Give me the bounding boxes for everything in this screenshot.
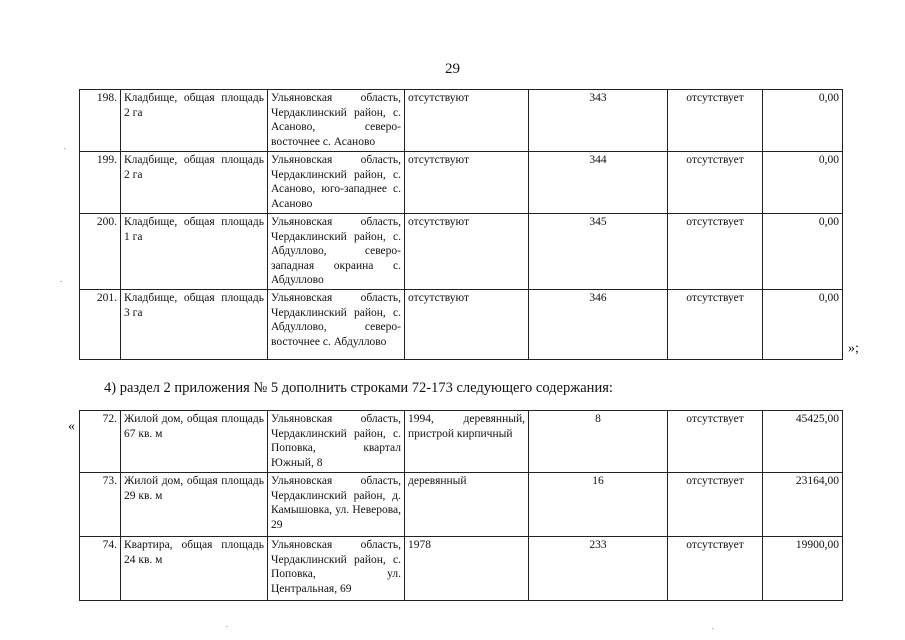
encumbrance: отсутствует [668, 152, 763, 214]
object-address: Ульяновская область, Чердаклинский район, с. Асаново, юго-западнее с. Асаново [268, 152, 405, 214]
property-table-bottom [79, 410, 843, 601]
scan-speck [64, 148, 66, 149]
registry-code: 233 [529, 537, 668, 601]
scan-speck [226, 626, 228, 627]
encumbrance: отсутствует [668, 537, 763, 601]
object-value: 23164,00 [763, 473, 843, 537]
object-name: Квартира, общая площадь 24 кв. м [121, 537, 268, 601]
object-details: отсутствуют [405, 152, 529, 214]
table-row [80, 537, 843, 601]
row-number: 200. [80, 214, 121, 290]
registry-code: 8 [529, 411, 668, 473]
encumbrance: отсутствует [668, 90, 763, 152]
registry-code: 343 [529, 90, 668, 152]
row-number: 73. [80, 473, 121, 537]
opening-quote-mark: « [68, 419, 75, 434]
closing-quote-mark: »; [848, 341, 859, 356]
encumbrance: отсутствует [668, 411, 763, 473]
registry-code: 16 [529, 473, 668, 537]
object-address: Ульяновская область, Чердаклинский район, д. Камышовка, ул. Неверова, 29 [268, 473, 405, 537]
object-address: Ульяновская область, Чердаклинский район, с. Асаново, северо-восточнее с. Асаново [268, 90, 405, 152]
object-name: Кладбище, общая площадь 1 га [121, 214, 268, 290]
object-details: 1978 [405, 537, 529, 601]
row-number: 198. [80, 90, 121, 152]
object-value: 0,00 [763, 290, 843, 360]
object-value: 45425,00 [763, 411, 843, 473]
object-value: 0,00 [763, 152, 843, 214]
object-value: 0,00 [763, 214, 843, 290]
registry-code: 344 [529, 152, 668, 214]
table-row [80, 290, 843, 360]
amendment-instruction: 4) раздел 2 приложения № 5 дополнить строками 72-173 следующего содержания: [104, 380, 613, 396]
encumbrance: отсутствует [668, 290, 763, 360]
object-name: Кладбище, общая площадь 2 га [121, 152, 268, 214]
object-details: отсутствуют [405, 90, 529, 152]
page-number: 29 [445, 61, 460, 77]
registry-code: 345 [529, 214, 668, 290]
row-number: 74. [80, 537, 121, 601]
table-row [80, 152, 843, 214]
object-address: Ульяновская область, Чердаклинский район, с. Поповка, ул. Центральная, 69 [268, 537, 405, 601]
table-row [80, 214, 843, 290]
object-name: Кладбище, общая площадь 3 га [121, 290, 268, 360]
row-number: 72. [80, 411, 121, 473]
table-row [80, 473, 843, 537]
object-name: Жилой дом, общая площадь 29 кв. м [121, 473, 268, 537]
table-row [80, 90, 843, 152]
object-value: 0,00 [763, 90, 843, 152]
object-details: деревянный [405, 473, 529, 537]
object-value: 19900,00 [763, 537, 843, 601]
scan-speck [712, 628, 714, 629]
object-name: Кладбище, общая площадь 2 га [121, 90, 268, 152]
row-number: 201. [80, 290, 121, 360]
encumbrance: отсутствует [668, 473, 763, 537]
object-address: Ульяновская область, Чердаклинский район, с. Абдуллово, северо-западная окраина с. Абдуллово [268, 214, 405, 290]
row-number: 199. [80, 152, 121, 214]
table-row [80, 411, 843, 473]
object-address: Ульяновская область, Чердаклинский район, с. Абдуллово, северо-восточнее с. Абдуллово [268, 290, 405, 360]
object-details: отсутствуют [405, 214, 529, 290]
object-name: Жилой дом, общая площадь 67 кв. м [121, 411, 268, 473]
object-address: Ульяновская область, Чердаклинский район, с. Поповка, квартал Южный, 8 [268, 411, 405, 473]
encumbrance: отсутствует [668, 214, 763, 290]
object-details: отсутствуют [405, 290, 529, 360]
scan-speck [60, 281, 62, 282]
property-table-top [79, 89, 843, 360]
registry-code: 346 [529, 290, 668, 360]
object-details: 1994, деревянный, пристрой кирпичный [405, 411, 529, 473]
